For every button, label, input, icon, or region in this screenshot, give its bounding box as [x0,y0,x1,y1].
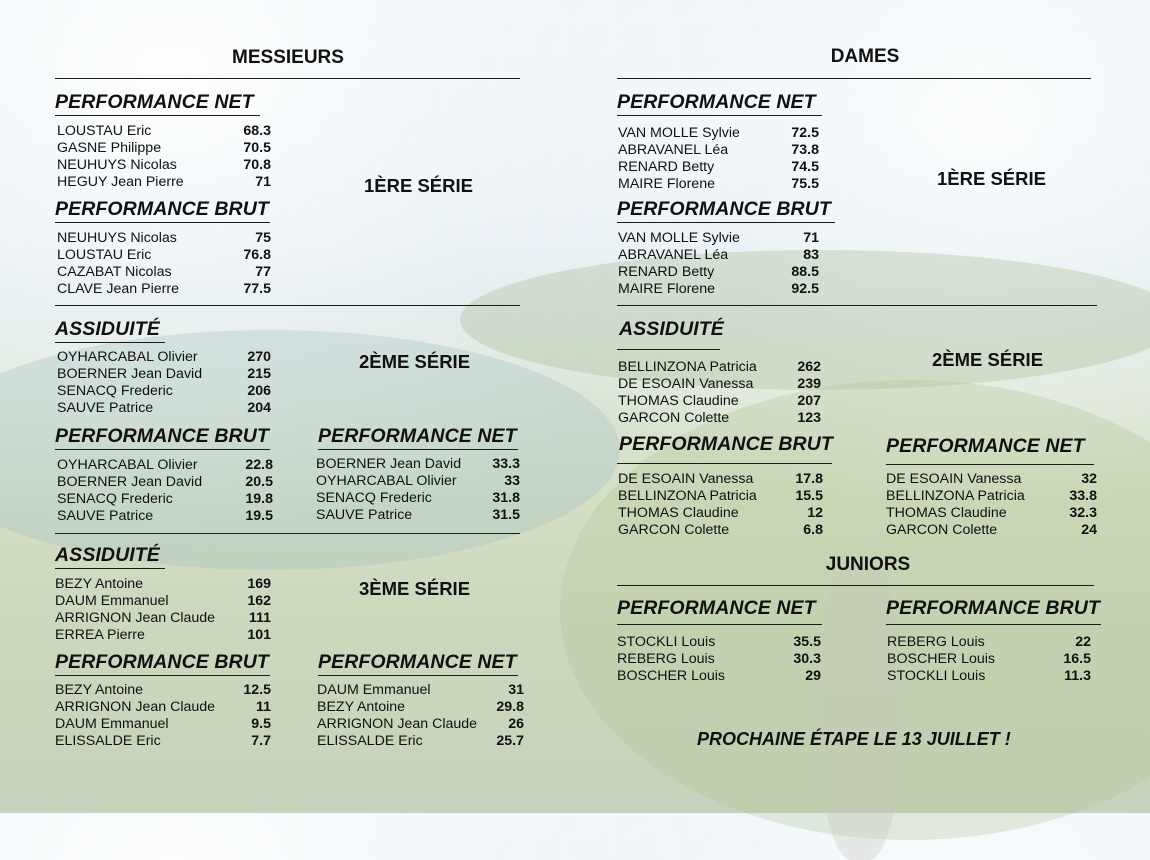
m-s3-perf-net-list [317,682,524,750]
score-row [618,410,821,427]
score-row [57,349,271,366]
score-row [618,281,819,298]
player-name: MAIRE Florene [618,176,715,192]
score-row [617,634,821,651]
j-perf-brut-rule [886,624,1101,625]
score-row [57,457,273,474]
d-s1-perf-net-rule [617,115,822,116]
player-score: 31.8 [492,490,520,506]
score-row [57,264,271,281]
d-serie1-divider [617,305,1097,306]
player-name: OYHARCABAL Olivier [57,457,198,473]
d-s2-perf-net-rule [886,464,1094,465]
d-s2-perf-brut-heading: PERFORMANCE BRUT [619,433,833,455]
player-name: NEUHUYS Nicolas [57,157,177,173]
player-score: 9.5 [251,716,271,732]
player-name: BEZY Antoine [55,682,144,698]
player-score: 75.5 [791,176,819,192]
player-score: 206 [247,383,271,399]
player-name: STOCKLI Louis [887,668,986,684]
m-s2-perf-brut-heading: PERFORMANCE BRUT [55,425,269,447]
player-score: 71 [803,230,819,246]
score-row [618,471,823,488]
m-s2-assiduite-rule [55,342,165,343]
score-row [618,159,819,176]
score-row [57,366,271,383]
player-score: 6.8 [803,522,823,538]
player-score: 75 [255,230,271,246]
d-s2-perf-net-list [886,471,1097,539]
player-name: ABRAVANEL Léa [618,142,729,158]
score-row [55,682,271,699]
d-s2-perf-brut-rule [617,463,832,464]
score-row [887,634,1091,651]
messieurs-title-rule [55,78,520,79]
player-score: 35.5 [793,634,821,650]
m-s1-perf-net-rule [55,115,260,116]
player-name: SENACQ Frederic [316,490,432,506]
juniors-title: JUNIORS [825,554,911,575]
juniors-title-rule [617,585,1094,586]
player-score: 207 [797,393,821,409]
next-stage-announcement: PROCHAINE ÉTAPE LE 13 JUILLET ! [697,729,1011,749]
d-serie1-label: 1ÈRE SÉRIE [937,168,1046,189]
player-score: 15.5 [795,488,823,504]
player-name: THOMAS Claudine [886,505,1007,521]
player-name: DE ESOAIN Vanessa [618,471,754,487]
player-name: RENARD Betty [618,159,715,175]
m-s1-perf-net-heading: PERFORMANCE NET [55,91,254,113]
player-score: 31.5 [492,507,520,523]
player-name: BELLINZONA Patricia [618,488,757,504]
player-name: BEZY Antoine [55,576,144,592]
player-name: SENACQ Frederic [57,491,173,507]
score-row [317,699,524,716]
player-name: DE ESOAIN Vanessa [618,376,754,392]
m-serie3-label: 3ÈME SÉRIE [359,578,471,599]
player-score: 17.8 [795,471,823,487]
score-row [316,456,520,473]
score-row [618,230,819,247]
d-s2-assiduite-rule [617,349,720,350]
player-name: ELISSALDE Eric [55,733,161,749]
player-score: 33 [504,473,520,489]
player-name: SAUVE Patrice [316,507,413,523]
player-score: 11 [256,699,271,715]
player-name: RENARD Betty [618,264,715,280]
m-s1-perf-brut-heading: PERFORMANCE BRUT [55,198,269,220]
score-row [618,359,821,376]
m-s2-assiduite-heading: ASSIDUITÉ [55,318,160,340]
player-name: OYHARCABAL Olivier [316,473,457,489]
player-name: HEGUY Jean Pierre [57,174,184,190]
d-s1-perf-brut-heading: PERFORMANCE BRUT [617,198,831,220]
player-score: 111 [248,610,271,626]
player-name: LOUSTAU Eric [57,123,152,139]
score-row [317,716,524,733]
score-row [55,593,271,610]
d-s1-perf-net-list [618,125,819,193]
score-row [618,247,819,264]
player-score: 12.5 [243,682,271,698]
player-name: DAUM Emmanuel [55,716,169,732]
score-row [316,473,520,490]
m-s2-perf-net-rule [318,449,518,450]
player-score: 76.8 [243,247,271,263]
score-row [316,490,520,507]
dames-title: DAMES [830,46,900,67]
score-row [618,376,821,393]
score-row [886,522,1097,539]
player-score: 204 [247,400,271,416]
player-name: THOMAS Claudine [618,393,739,409]
player-score: 19.5 [245,508,273,524]
m-s2-assiduite-list [57,349,271,417]
player-name: GARCON Colette [618,410,730,426]
score-row [57,491,273,508]
player-score: 101 [247,627,271,643]
score-row [57,174,271,191]
player-name: BOSCHER Louis [887,651,996,667]
score-row [57,157,271,174]
m-s3-assiduite-rule [55,568,165,569]
m-s3-assiduite-list [55,576,271,644]
d-s2-perf-net-heading: PERFORMANCE NET [886,435,1085,457]
m-s3-perf-net-heading: PERFORMANCE NET [318,651,517,673]
m-s3-assiduite-heading: ASSIDUITÉ [55,544,160,566]
player-name: CAZABAT Nicolas [57,264,172,280]
player-name: CLAVE Jean Pierre [57,281,179,297]
player-name: DAUM Emmanuel [317,682,431,698]
m-s3-perf-brut-list [55,682,271,750]
messieurs-title: MESSIEURS [232,47,344,68]
player-name: REBERG Louis [887,634,985,650]
player-score: 29 [805,668,821,684]
m-s3-perf-brut-heading: PERFORMANCE BRUT [55,651,269,673]
player-name: BEZY Antoine [317,699,406,715]
score-row [887,651,1091,668]
player-score: 270 [247,349,271,365]
score-row [55,699,271,716]
player-score: 70.5 [243,140,271,156]
score-row [57,247,271,264]
m-s1-perf-net-list [57,123,271,191]
player-name: STOCKLI Louis [617,634,716,650]
player-name: ARRIGNON Jean Claude [55,699,216,715]
player-name: SENACQ Frederic [57,383,173,399]
player-score: 19.8 [245,491,273,507]
score-row [618,142,819,159]
player-name: ARRIGNON Jean Claude [317,716,478,732]
player-score: 32 [1081,471,1097,487]
score-row [618,393,821,410]
player-score: 77 [255,264,271,280]
player-name: BOSCHER Louis [617,668,726,684]
m-s2-perf-brut-rule [55,449,270,450]
player-name: MAIRE Florene [618,281,715,297]
j-perf-net-list [617,634,821,685]
player-name: THOMAS Claudine [618,505,739,521]
player-name: ARRIGNON Jean Claude [55,610,216,626]
score-row [57,383,271,400]
player-score: 30.3 [793,651,821,667]
player-score: 22 [1075,634,1091,650]
player-name: ABRAVANEL Léa [618,247,729,263]
score-row [886,471,1097,488]
m-serie2-label: 2ÈME SÉRIE [359,351,471,372]
d-s2-assiduite-heading: ASSIDUITÉ [619,318,724,340]
player-score: 32.3 [1069,505,1097,521]
player-score: 12 [807,505,823,521]
score-row [55,610,271,627]
d-s1-perf-brut-rule [617,222,835,223]
score-row [57,400,271,417]
score-row [57,123,271,140]
player-name: VAN MOLLE Sylvie [618,125,740,141]
player-name: BELLINZONA Patricia [618,359,757,375]
player-name: DE ESOAIN Vanessa [886,471,1022,487]
player-name: ERREA Pierre [55,627,145,643]
score-row [57,508,273,525]
j-perf-brut-list [887,634,1091,685]
score-row [618,264,819,281]
player-score: 33.3 [492,456,520,472]
player-name: LOUSTAU Eric [57,247,152,263]
player-score: 31 [508,682,524,698]
player-score: 83 [803,247,819,263]
score-row [57,140,271,157]
j-perf-net-rule [617,624,822,625]
player-score: 71 [255,174,271,190]
player-name: BOERNER Jean David [316,456,462,472]
player-score: 29.8 [496,699,524,715]
player-score: 239 [797,376,821,392]
player-name: SAUVE Patrice [57,400,154,416]
player-score: 162 [247,593,271,609]
player-name: GARCON Colette [618,522,730,538]
score-row [55,627,271,644]
player-score: 169 [247,576,271,592]
player-score: 77.5 [243,281,271,297]
player-name: SAUVE Patrice [57,508,154,524]
player-name: BOERNER Jean David [57,366,203,382]
score-row [316,507,520,524]
player-score: 68.3 [243,123,271,139]
player-score: 70.8 [243,157,271,173]
d-s2-assiduite-list [618,359,821,427]
player-score: 215 [247,366,271,382]
score-row [317,682,524,699]
score-row [887,668,1091,685]
m-s3-perf-net-rule [318,675,518,676]
score-row [55,576,271,593]
score-row [618,125,819,142]
m-s2-perf-net-heading: PERFORMANCE NET [318,425,517,447]
score-row [57,281,271,298]
player-score: 24 [1081,522,1097,538]
player-score: 26 [508,716,524,732]
player-score: 72.5 [791,125,819,141]
score-row [618,505,823,522]
m-s3-perf-brut-rule [55,675,270,676]
m-s2-perf-brut-list [57,457,273,525]
m-s1-perf-brut-list [57,230,271,298]
player-name: VAN MOLLE Sylvie [618,230,740,246]
score-row [317,733,524,750]
score-row [886,488,1097,505]
score-row [618,522,823,539]
d-s1-perf-net-heading: PERFORMANCE NET [617,91,816,113]
player-score: 123 [797,410,821,426]
score-row [617,651,821,668]
j-perf-net-heading: PERFORMANCE NET [617,597,816,619]
player-score: 33.8 [1069,488,1097,504]
score-row [57,230,271,247]
j-perf-brut-heading: PERFORMANCE BRUT [886,597,1100,619]
m-s1-perf-brut-rule [55,222,270,223]
player-score: 92.5 [791,281,819,297]
player-name: GARCON Colette [886,522,998,538]
player-name: REBERG Louis [617,651,715,667]
score-row [618,488,823,505]
player-name: BELLINZONA Patricia [886,488,1025,504]
m-serie1-label: 1ÈRE SÉRIE [364,175,473,196]
d-serie2-label: 2ÈME SÉRIE [932,349,1044,370]
score-row [617,668,821,685]
dames-title-rule [617,78,1091,79]
m-serie1-divider [55,305,520,306]
player-name: ELISSALDE Eric [317,733,423,749]
m-s2-perf-net-list [316,456,520,524]
player-score: 73.8 [791,142,819,158]
player-score: 7.7 [251,733,271,749]
d-s2-perf-brut-list [618,471,823,539]
player-score: 16.5 [1063,651,1091,667]
score-row [55,733,271,750]
score-row [55,716,271,733]
score-row [886,505,1097,522]
player-score: 25.7 [496,733,524,749]
player-score: 262 [797,359,821,375]
m-serie2-divider [55,533,520,534]
player-score: 74.5 [791,159,819,175]
d-s1-perf-brut-list [618,230,819,298]
score-row [57,474,273,491]
player-score: 11.3 [1064,668,1091,684]
player-score: 88.5 [791,264,819,280]
player-score: 20.5 [245,474,273,490]
player-name: NEUHUYS Nicolas [57,230,177,246]
player-score: 22.8 [245,457,273,473]
score-row [618,176,819,193]
player-name: OYHARCABAL Olivier [57,349,198,365]
player-name: GASNE Philippe [57,140,162,156]
player-name: BOERNER Jean David [57,474,203,490]
player-name: DAUM Emmanuel [55,593,169,609]
